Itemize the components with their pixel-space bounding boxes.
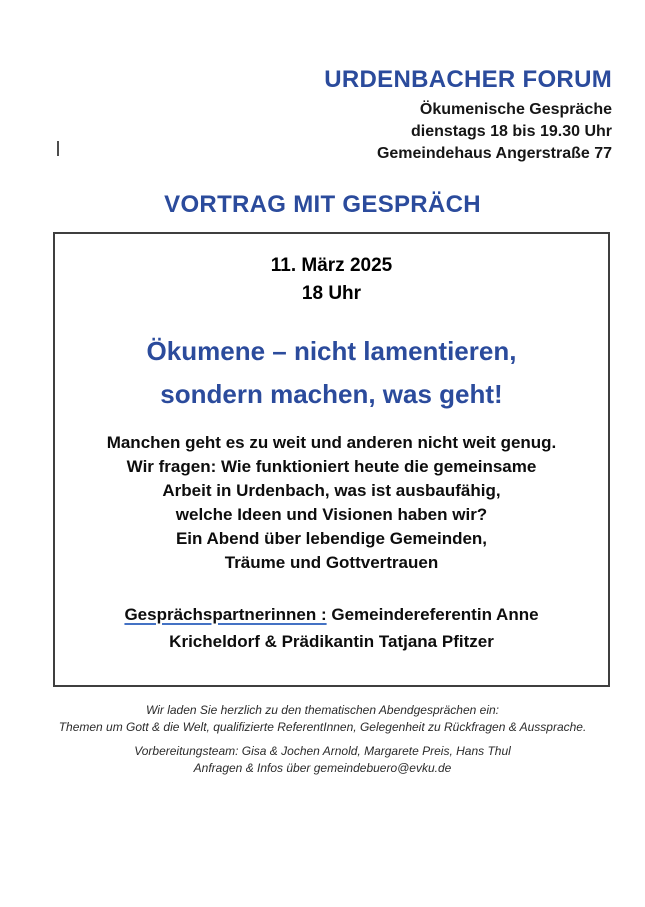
invite-line: Wir laden Sie herzlich zu den thematischen Abendgesprächen ein:: [146, 703, 499, 717]
footer-invite: [0, 702, 645, 736]
forum-title: URDENBACHER FORUM: [324, 66, 612, 93]
description-line: Arbeit in Urdenbach, was ist ausbaufähig,: [162, 481, 501, 500]
team-line: Vorbereitungsteam: Gisa & Jochen Arnold, Margarete Preis, Hans Thul: [134, 744, 511, 758]
description-line: Träume und Gottvertrauen: [224, 553, 439, 572]
event-title-line: sondern machen, was geht!: [160, 379, 503, 409]
description-line: welche Ideen und Visionen haben wir?: [175, 505, 488, 524]
header-block: [324, 64, 612, 165]
description-line: Manchen geht es zu weit und anderen nicht weit genug.: [106, 433, 557, 452]
event-title: [55, 330, 608, 416]
partners-names: Gemeindereferentin Anne Kricheldorf & Prädikantin Tatjana Pfitzer: [169, 605, 539, 651]
event-time: 18 Uhr: [301, 283, 362, 304]
event-when: [55, 252, 608, 308]
partners-line: [92, 601, 572, 655]
subtitle-line-time: dienstags 18 bis 19.30 Uhr: [411, 123, 612, 140]
subtitle-line-series: Ökumenische Gespräche: [419, 101, 612, 118]
event-date: 11. März 2025: [270, 255, 393, 276]
description-line: Wir fragen: Wie funktioniert heute die gemeinsame: [126, 457, 537, 476]
invite-line: Themen um Gott & die Welt, qualifizierte ReferentInnen, Gelegenheit zu Rückfragen & Aussprache.: [58, 720, 587, 734]
event-description: [55, 431, 608, 575]
description-line: Ein Abend über lebendige Gemeinden,: [175, 529, 488, 548]
section-heading: VORTRAG MIT GESPRÄCH: [164, 191, 481, 218]
subtitle-line-location: Gemeindehaus Angerstraße 77: [376, 145, 612, 162]
text-cursor-mark: [57, 141, 59, 156]
contact-line: Anfragen & Infos über gemeindebuero@evku.de: [193, 761, 452, 775]
footer-team: [0, 743, 645, 777]
header-subtitle: [324, 99, 612, 165]
footer-block: [0, 702, 645, 777]
event-box: [53, 232, 610, 687]
partners-label: Gesprächspartnerinnen :: [124, 605, 327, 624]
event-title-line: Ökumene – nicht lamentieren,: [146, 336, 517, 366]
